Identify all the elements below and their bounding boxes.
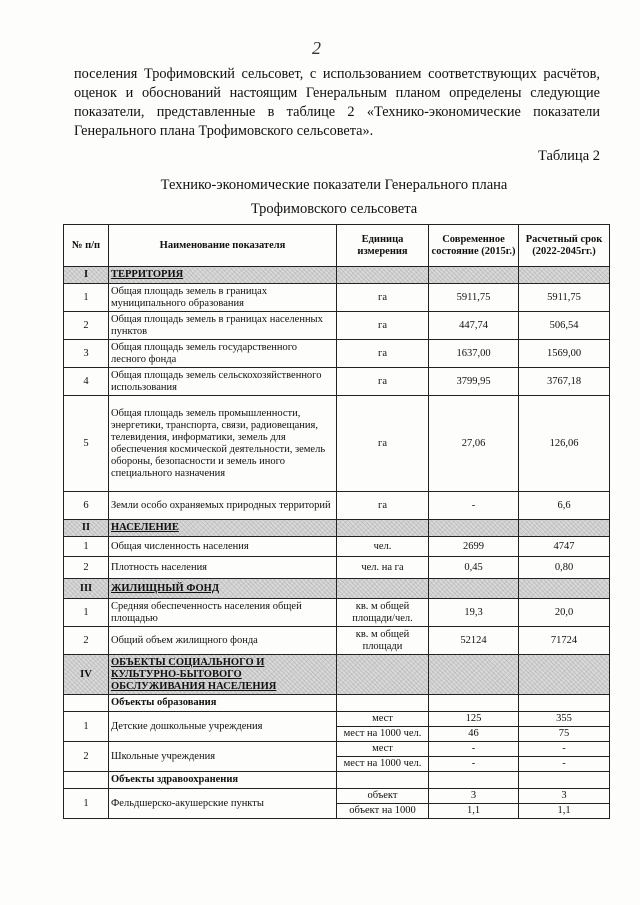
row-name: Общая численность населения bbox=[109, 537, 337, 557]
table-row bbox=[64, 627, 610, 655]
row-unit: мест на 1000 чел. bbox=[337, 757, 429, 772]
row-unit: кв. м общей площади bbox=[337, 627, 429, 655]
row-num: 1 bbox=[64, 712, 109, 742]
table-caption-line2: Трофимовского сельсовета bbox=[250, 201, 418, 217]
header-target: Расчетный срок (2022-2045гг.) bbox=[519, 225, 610, 267]
row-num: 1 bbox=[64, 537, 109, 557]
table-row bbox=[64, 284, 610, 312]
row-num: 2 bbox=[64, 742, 109, 772]
row-unit: кв. м общей площади/чел. bbox=[337, 599, 429, 627]
row-unit: чел. на га bbox=[337, 557, 429, 579]
page-number: 2 bbox=[312, 38, 321, 58]
table-header-row bbox=[64, 225, 610, 267]
indicators-table bbox=[63, 224, 610, 819]
row-current: 5911,75 bbox=[429, 284, 519, 312]
table-row bbox=[64, 599, 610, 627]
row-unit: га bbox=[337, 396, 429, 492]
section-name: ТЕРРИТОРИЯ bbox=[109, 267, 337, 284]
row-target: 4747 bbox=[519, 537, 610, 557]
row-unit: мест bbox=[337, 742, 429, 757]
row-name: Плотность населения bbox=[109, 557, 337, 579]
row-target: 506,54 bbox=[519, 312, 610, 340]
row-current: 2699 bbox=[429, 537, 519, 557]
section-row bbox=[64, 267, 610, 284]
row-target: 3 bbox=[519, 789, 610, 804]
table-row bbox=[64, 712, 610, 727]
table-row bbox=[64, 537, 610, 557]
row-unit: чел. bbox=[337, 537, 429, 557]
header-current: Современное состояние (2015г.) bbox=[429, 225, 519, 267]
row-current: - bbox=[429, 757, 519, 772]
row-unit: га bbox=[337, 340, 429, 368]
row-num: 2 bbox=[64, 627, 109, 655]
row-target: 6,6 bbox=[519, 492, 610, 520]
row-unit: га bbox=[337, 492, 429, 520]
row-name: Общий объем жилищного фонда bbox=[109, 627, 337, 655]
row-current: 1637,00 bbox=[429, 340, 519, 368]
section-name: ЖИЛИЩНЫЙ ФОНД bbox=[109, 579, 337, 599]
header-name: Наименование показателя bbox=[109, 225, 337, 267]
table-row bbox=[64, 312, 610, 340]
header-num: № п/п bbox=[64, 225, 109, 267]
section-num: IV bbox=[64, 655, 109, 695]
row-num: 3 bbox=[64, 340, 109, 368]
row-num: 5 bbox=[64, 396, 109, 492]
row-num: 1 bbox=[64, 284, 109, 312]
row-num: 1 bbox=[64, 789, 109, 819]
row-target: 71724 bbox=[519, 627, 610, 655]
row-name: Общая площадь земель в границах населенных пунктов bbox=[109, 312, 337, 340]
row-target: - bbox=[519, 742, 610, 757]
row-target: 5911,75 bbox=[519, 284, 610, 312]
row-name: Школьные учреждения bbox=[109, 742, 337, 772]
row-target: 3767,18 bbox=[519, 368, 610, 396]
row-target: 126,06 bbox=[519, 396, 610, 492]
row-name: Общая площадь земель промышленности, энергетики, транспорта, связи, радиовещания, телевидения, информатики, земель для обеспечения космической деятельности, земель обороны, безопасности и земель иного специального назначения bbox=[109, 396, 337, 492]
row-unit: мест bbox=[337, 712, 429, 727]
section-row bbox=[64, 655, 610, 695]
row-target: 1569,00 bbox=[519, 340, 610, 368]
row-current: 0,45 bbox=[429, 557, 519, 579]
row-current: 3 bbox=[429, 789, 519, 804]
header-unit: Единица измерения bbox=[337, 225, 429, 267]
row-unit: объект на 1000 bbox=[337, 804, 429, 819]
table-row bbox=[64, 492, 610, 520]
row-name: Земли особо охраняемых природных территорий bbox=[109, 492, 337, 520]
row-current: - bbox=[429, 492, 519, 520]
row-current: 125 bbox=[429, 712, 519, 727]
row-current: 46 bbox=[429, 727, 519, 742]
row-target: 1,1 bbox=[519, 804, 610, 819]
table-row bbox=[64, 742, 610, 757]
row-name: Детские дошкольные учреждения bbox=[109, 712, 337, 742]
table-row bbox=[64, 396, 610, 492]
table-row bbox=[64, 368, 610, 396]
row-unit: га bbox=[337, 312, 429, 340]
row-current: 447,74 bbox=[429, 312, 519, 340]
row-num: 2 bbox=[64, 312, 109, 340]
row-target: 0,80 bbox=[519, 557, 610, 579]
subsection-row bbox=[64, 695, 610, 712]
row-name: Средняя обеспеченность населения общей площадью bbox=[109, 599, 337, 627]
row-name: Общая площадь земель сельскохозяйственного использования bbox=[109, 368, 337, 396]
table-label: Таблица 2 bbox=[537, 148, 600, 164]
row-current: 3799,95 bbox=[429, 368, 519, 396]
row-target: 75 bbox=[519, 727, 610, 742]
row-num: 4 bbox=[64, 368, 109, 396]
row-name: Общая площадь земель в границах муниципального образования bbox=[109, 284, 337, 312]
section-name: ОБЪЕКТЫ СОЦИАЛЬНОГО И КУЛЬТУРНО-БЫТОВОГО ОБСЛУЖИВАНИЯ НАСЕЛЕНИЯ bbox=[109, 655, 337, 695]
intro-paragraph: поселения Трофимовский сельсовет, с использованием соответствующих расчётов, оценок и обоснований настоящим Генеральным планом определены следующие показатели, представленные в таблице 2 «Технико-экономические показатели Генерального плана Трофимовского сельсовета». bbox=[74, 66, 600, 139]
row-num: 1 bbox=[64, 599, 109, 627]
row-current: 27,06 bbox=[429, 396, 519, 492]
row-unit: га bbox=[337, 368, 429, 396]
row-unit: объект bbox=[337, 789, 429, 804]
section-num: III bbox=[64, 579, 109, 599]
row-current: - bbox=[429, 742, 519, 757]
row-unit: га bbox=[337, 284, 429, 312]
subsection-health: Объекты здравоохранения bbox=[109, 772, 337, 789]
row-current: 19,3 bbox=[429, 599, 519, 627]
row-current: 1,1 bbox=[429, 804, 519, 819]
row-num: 2 bbox=[64, 557, 109, 579]
row-num: 6 bbox=[64, 492, 109, 520]
table-row bbox=[64, 557, 610, 579]
section-num: II bbox=[64, 520, 109, 537]
table-row bbox=[64, 340, 610, 368]
row-name: Фельдшерско-акушерские пункты bbox=[109, 789, 337, 819]
row-current: 52124 bbox=[429, 627, 519, 655]
row-target: - bbox=[519, 757, 610, 772]
row-unit: мест на 1000 чел. bbox=[337, 727, 429, 742]
section-row bbox=[64, 579, 610, 599]
table-caption-line1: Технико-экономические показатели Генерального плана bbox=[160, 177, 508, 193]
row-target: 355 bbox=[519, 712, 610, 727]
table-row bbox=[64, 789, 610, 804]
row-name: Общая площадь земель государственного лесного фонда bbox=[109, 340, 337, 368]
row-target: 20,0 bbox=[519, 599, 610, 627]
section-row bbox=[64, 520, 610, 537]
section-name: НАСЕЛЕНИЕ bbox=[109, 520, 337, 537]
subsection-row bbox=[64, 772, 610, 789]
subsection-education: Объекты образования bbox=[109, 695, 337, 712]
section-num: I bbox=[64, 267, 109, 284]
